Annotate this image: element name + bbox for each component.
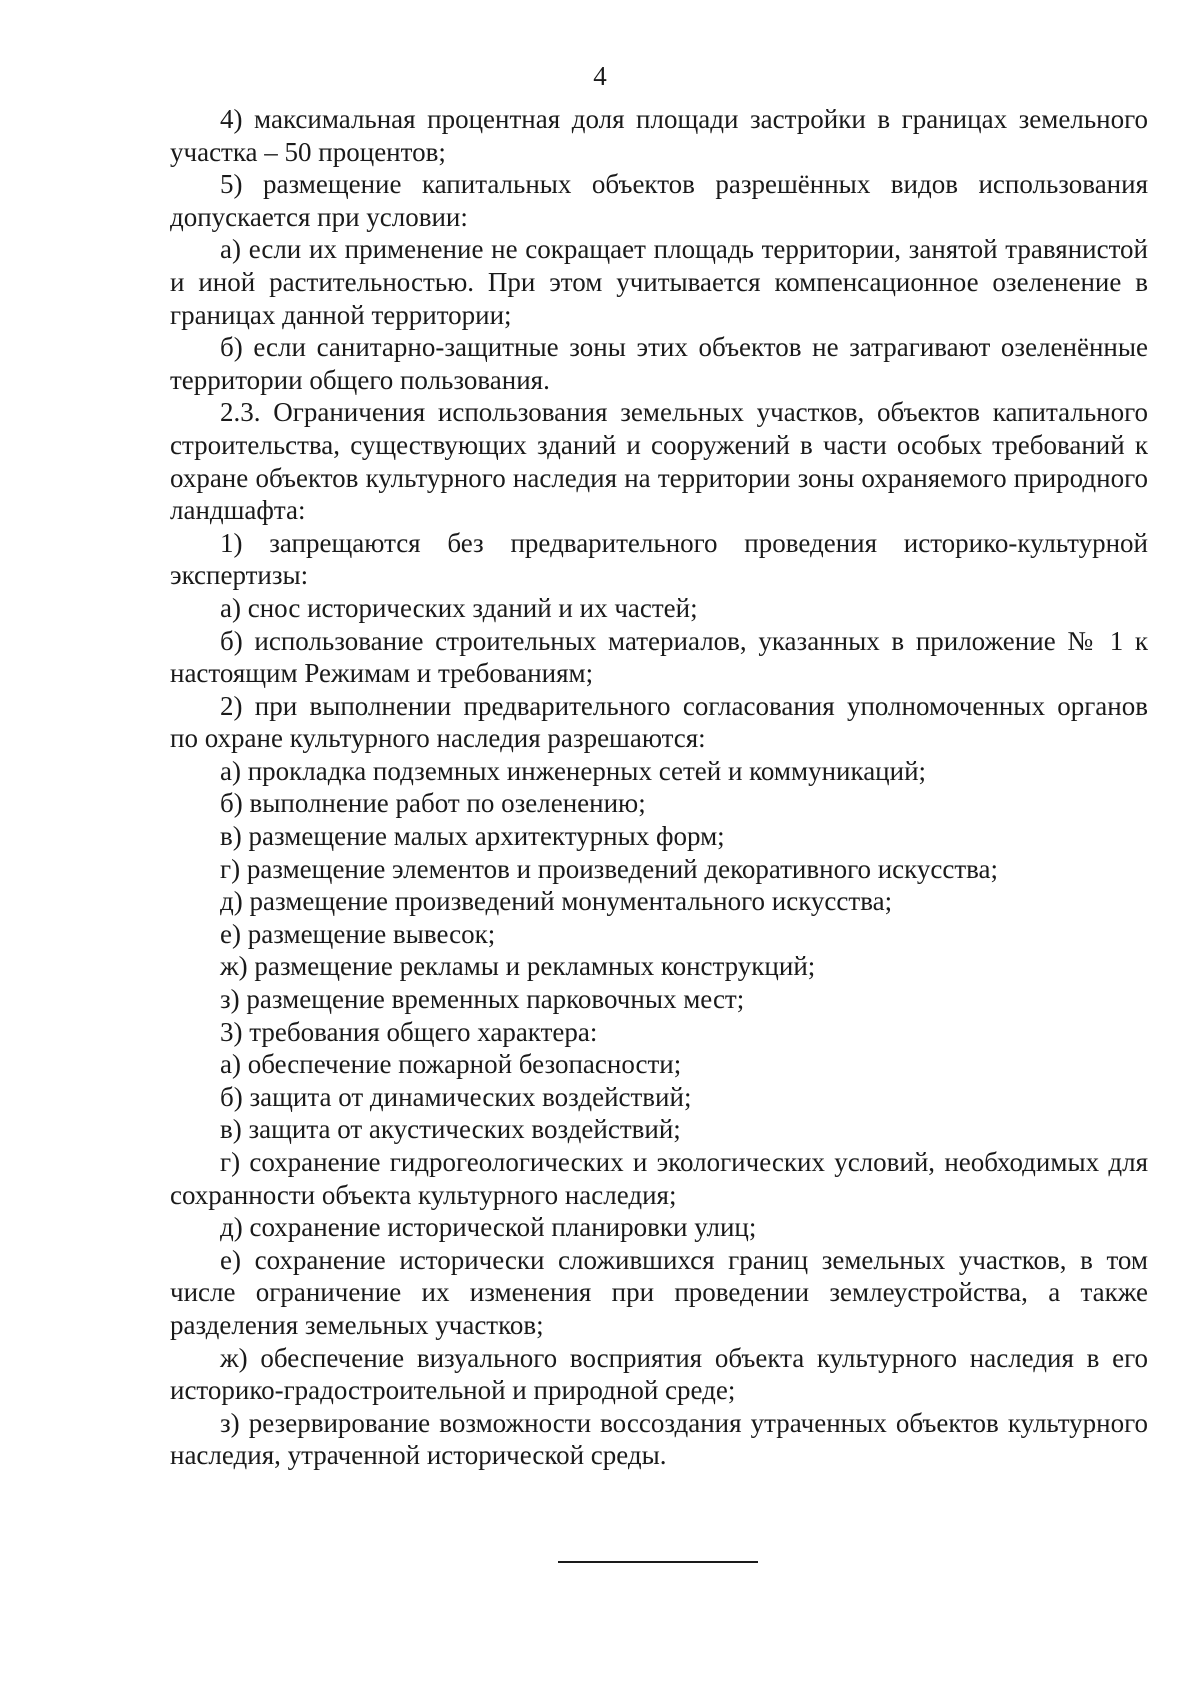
paragraph: 4) максимальная процентная доля площади застройки в границах земельного участка – 50 процентов; xyxy=(170,104,1148,167)
list-item: а) обеспечение пожарной безопасности; xyxy=(220,1049,682,1080)
list-item: б) выполнение работ по озеленению; xyxy=(220,788,646,819)
list-item: д) сохранение исторической планировки улиц; xyxy=(220,1212,757,1243)
paragraph: б) если санитарно-защитные зоны этих объектов не затрагивают озеленённые территории общего пользования. xyxy=(170,332,1148,395)
paragraph: г) сохранение гидрогеологических и экологических условий, необходимых для сохранности объекта культурного наследия; xyxy=(170,1147,1148,1210)
list-item: 3) требования общего характера: xyxy=(220,1016,598,1047)
paragraph: 1) запрещаются без предварительного проведения историко-культурной экспертизы: xyxy=(170,527,1148,591)
paragraph: 2.3. Ограничения использования земельных участков, объектов капитального строительства, существующих зданий и сооружений в части особых требований к охране объектов культурного наследия на территории зоны охраняемого природного ландшафта: xyxy=(170,397,1148,526)
paragraph: б) использование строительных материалов, указанных в приложение № 1 к настоящим Режимам и требованиям; xyxy=(170,625,1148,689)
list-item: ж) размещение рекламы и рекламных конструкций; xyxy=(220,951,816,982)
list-item: е) размещение вывесок; xyxy=(220,918,496,949)
list-item: б) защита от динамических воздействий; xyxy=(220,1081,692,1112)
paragraph: з) резервирование возможности воссоздания утраченных объектов культурного наследия, утраченной исторической среды. xyxy=(170,1407,1148,1471)
list-item: в) защита от акустических воздействий; xyxy=(220,1114,681,1145)
paragraph: а) если их применение не сокращает площадь территории, занятой травянистой и иной растительностью. При этом учитывается компенсационное озеленение в границах данной территории; xyxy=(170,234,1148,330)
list-item: д) размещение произведений монументального искусства; xyxy=(220,886,893,917)
end-of-document-rule xyxy=(558,1561,758,1563)
document-body xyxy=(170,103,1148,1472)
paragraph: ж) обеспечение визуального восприятия объекта культурного наследия в его историко-градостроительной и природной среде; xyxy=(170,1342,1148,1406)
list-item: а) прокладка подземных инженерных сетей и коммуникаций; xyxy=(220,755,927,786)
paragraph: е) сохранение исторически сложившихся границ земельных участков, в том числе ограничение их изменения при проведении землеустройства, а также разделения земельных участков; xyxy=(170,1244,1148,1340)
list-item: в) размещение малых архитектурных форм; xyxy=(220,821,725,852)
list-item: г) размещение элементов и произведений декоративного искусства; xyxy=(220,853,999,884)
list-item: з) размещение временных парковочных мест; xyxy=(220,984,745,1015)
paragraph: 5) размещение капитальных объектов разрешённых видов использования допускается при условии: xyxy=(170,169,1148,232)
page-number: 4 xyxy=(593,61,607,91)
paragraph: 2) при выполнении предварительного согласования уполномоченных органов по охране культурного наследия разрешаются: xyxy=(170,690,1148,754)
list-item: а) снос исторических зданий и их частей; xyxy=(220,592,698,623)
